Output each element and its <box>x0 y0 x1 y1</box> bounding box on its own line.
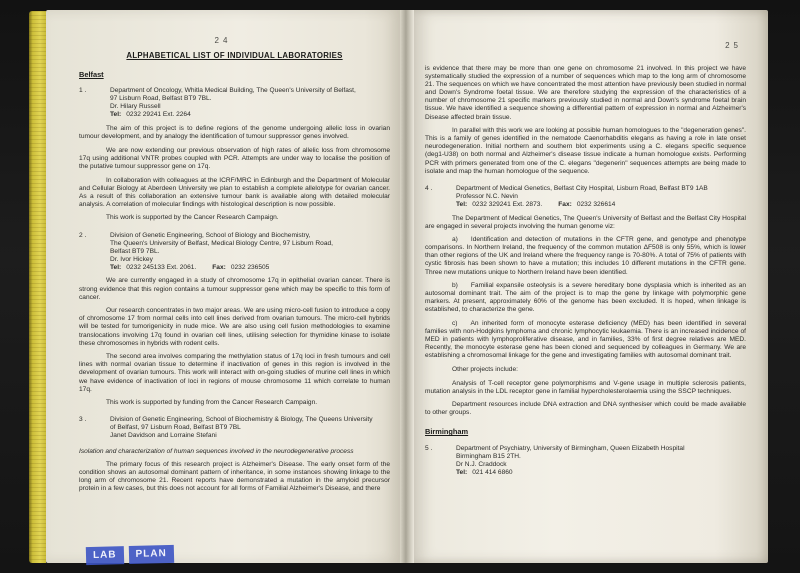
entry-5-header <box>425 445 746 477</box>
entry-3-address <box>110 416 390 440</box>
fax-label: Fax: <box>212 263 226 271</box>
page-left-content <box>79 52 390 494</box>
entry-4-header <box>425 185 746 209</box>
tel-fax-line <box>456 201 746 209</box>
tel-value: 0232 245133 Ext. 2061. <box>126 263 197 271</box>
book-spread <box>46 10 768 563</box>
address-line: Belfast BT9 7BL. <box>110 247 160 255</box>
tel-line <box>456 469 746 477</box>
address-line: of Belfast, 97 Lisburn Road, Belfast BT9 7BL <box>110 424 241 432</box>
page-title: ALPHABETICAL LIST OF INDIVIDUAL LABORATORIES <box>126 51 343 60</box>
entry-1-number: 1 . <box>79 87 87 95</box>
tel-value: 0232 329241 Ext. 2873. <box>472 200 543 208</box>
funding-note: This work is supported by the Cancer Research Campaign. <box>106 214 279 222</box>
address-line: The Queen's University of Belfast, Medical Biology Centre, 97 Lisburn Road, <box>110 239 333 247</box>
fax-value: 0232 326614 <box>576 200 616 208</box>
tel-value: 0232 29241 Ext. 2264 <box>126 111 191 119</box>
stamp-word-plan: PLAN <box>128 545 174 564</box>
tel-label: Tel: <box>456 200 468 208</box>
tel-fax-line <box>110 264 390 272</box>
entry-5-address <box>456 445 746 477</box>
paragraph: We are now extending our previous observation of high rates of allelic loss from chromosome 17q using additional VNTR probes coupled with PCR. Attempts are under way to localise the position of the putative tumour suppressor gene on 17q. <box>79 146 390 170</box>
item-a-label: a) <box>452 236 458 244</box>
paragraph: Analysis of T-cell receptor gene polymorphisms and V-gene usage in multiple sclerosis patients, mutation analysis in the LDL receptor gene in familial hypercholesterolaemia using the SSCP techniques. <box>425 379 746 395</box>
entry-1-header <box>79 87 390 119</box>
tel-label: Tel: <box>110 263 122 271</box>
entry-3-header <box>79 416 390 440</box>
page-left <box>46 10 400 563</box>
section-heading-birmingham: Birmingham <box>425 427 469 437</box>
item-b-text: Familial expansile osteolysis is a severe hereditary bone dysplasia which is inherited as an autosomal dominant trait. The aim of the project is to map the gene by linkage with polymorphic gene markers. At present, approximately 60% of the genome has been excluded. It is hoped, when linkage is established, to characterize the gene. <box>425 282 746 314</box>
page-number-right: 25 <box>725 41 742 50</box>
entry-3-number: 3 . <box>79 416 87 424</box>
address-line: Department of Oncology, Whitla Medical Building, The Queen's University of Belfast, <box>110 87 356 95</box>
address-line: Department of Medical Genetics, Belfast City Hospital, Lisburn Road, Belfast BT9 1AB <box>456 184 708 192</box>
lab-entry-4 <box>425 185 746 418</box>
entry-2-number: 2 . <box>79 231 87 239</box>
page-number-left: 24 <box>214 36 232 45</box>
lab-entry-3 <box>79 416 390 493</box>
project-item-c <box>425 320 746 360</box>
other-projects-lead: Other projects include: <box>452 366 518 373</box>
entry-4-address <box>456 185 746 209</box>
tel-label: Tel: <box>110 111 122 119</box>
paragraph: The Department of Medical Genetics, The Queen's University of Belfast and the Belfast City Hospital are engaged in several projects involving the human genome viz: <box>425 214 746 230</box>
address-line: Professor N.C. Nevin <box>456 192 518 200</box>
lab-entry-5 <box>425 445 746 477</box>
entry-5-number: 5 . <box>425 444 433 452</box>
funding-note: This work is supported by funding from the Cancer Research Campaign. <box>106 399 318 407</box>
paragraph: Department resources include DNA extraction and DNA synthesiser which could be made available to other groups. <box>425 401 746 417</box>
fax-label: Fax: <box>558 200 572 208</box>
address-line: Birmingham B15 2TH. <box>456 452 521 460</box>
address-line: Department of Psychiatry, University of Birmingham, Queen Elizabeth Hospital <box>456 444 685 452</box>
entry-4-number: 4 . <box>425 184 433 192</box>
paragraph: The aim of this project is to define regions of the genome undergoing allelic loss in ovarian tumour development, and by analogy the identification of tumour suppressor genes involved. <box>79 125 390 141</box>
section-heading-belfast: Belfast <box>79 70 104 80</box>
stamp-word-lab: LAB <box>86 546 124 565</box>
address-line: Dr N.J. Craddock <box>456 460 507 468</box>
paragraph: The second area involves comparing the methylation status of 17q loci in fresh tumours and cell lines with normal ovarian tissue to determine if inactivation of genes in this region is involved in the development of ovarian tumours. This work will interact with on-going studies of murine cell lines in which we have evidence of inactivation of loci in regions of mouse chromosome 11 which correlate to human 17q. <box>79 353 390 393</box>
paragraph: We are currently engaged in a study of chromosome 17q in epithelial ovarian cancer. There is strong evidence that this region contains a tumour suppressor gene which may be specific to this form of cancer. <box>79 277 390 301</box>
entry-2-address <box>110 232 390 272</box>
page-right <box>414 10 768 563</box>
entry-2-header <box>79 232 390 272</box>
address-line: 97 Lisburn Road, Belfast BT9 7BL. <box>110 95 212 103</box>
address-line: Dr. Hilary Russell <box>110 103 161 111</box>
item-b-label: b) <box>452 282 458 290</box>
project-subtitle: Isolation and characterization of human sequences involved in the neurodegenerative process <box>79 447 354 455</box>
continuation-paragraph: is evidence that there may be more than one gene on chromosome 21 involved. In this project we have systematically studied the expression of a number of sequences which map to the long arm of chromosome 21. The sequences on which we have concentrated the most attention have previously been studied in normal and Down's Syndrome foetal tissue. We are therefore studying the expression of the characteristics of a number of chromosome 21 specific markers previously studied in normal and Down's syndrome foetal brain tissue. We have identified a sequence showing a differential pattern of expression in normal and Alzheimer's Disease affected brain tissue. <box>425 65 746 121</box>
tel-label: Tel: <box>456 468 468 476</box>
lab-plan-stamp <box>86 545 174 565</box>
address-line: Dr. Ivor Hickey <box>110 255 153 263</box>
address-line: Janet Davidson and Lorraine Stefani <box>110 432 217 440</box>
tel-value: 021 414 6860 <box>472 468 513 476</box>
paragraph: Our research concentrates in two major areas. We are using micro-cell fusion to introduce a copy of chromosome 17 from normal cells into cell lines derived from ovarian tumours. The micro-cell hybrids will be tested for tumorigenicity in nude mice. We are also using cell fusion methodologies to examine translocations involving 17q found in ovarian cell lines, utilising selection for thymidine kinase to isolate these chromosomes in hybrids with rodent cells. <box>79 307 390 347</box>
project-item-b <box>425 282 746 314</box>
book-page-edges <box>29 11 46 563</box>
entry-1-address <box>110 87 390 119</box>
address-line: Division of Genetic Engineering, School of Biochemistry & Biology, The Queens University <box>110 416 373 424</box>
project-item-a <box>425 236 746 276</box>
paragraph: In parallel with this work we are looking at possible human homologues to the "degeneration genes". This is a family of genes identified in the nematode Caenorhabditis elegans as having a role in late onset neurodegeneration. Initial northern and southern blot experiments using a C. elegans specific sequence (deg1-U38) on both normal and Alzheimer's disease tissue indicate a human homologue exists. Performing PCR with primers generated from one of the C. elegans "degenerin" sequences attempts are being made to isolate and map the human homologue of the sequence. <box>425 127 746 175</box>
item-c-label: c) <box>452 320 458 328</box>
lab-entry-1 <box>79 87 390 222</box>
address-line: Division of Genetic Engineering, School of Biology and Biochemistry, <box>110 231 311 239</box>
paragraph: In collaboration with colleagues at the ICRF/MRC in Edinburgh and the Department of Molecular and Cellular Biology at Aberdeen University we plan to establish a complete allelotype for ovarian cancer. As a result of this collaboration an extensive tumour bank is available along with detailed molecular analysis. A correlation of molecular findings with histological description is now possible. <box>79 176 390 208</box>
tel-line <box>110 111 390 119</box>
book-gutter-shadow <box>400 10 414 563</box>
item-c-text: An inherited form of monocyte esterase deficiency (MED) has been identified in several families with non-Hodgkins lymphoma and chronic lymphocytic leukaemia. There is an increased incidence of MED in patients with lymphoproliferative disease, and in families, 33% of first degree relatives are MED. Recently, the monocyte esterase gene has been cloned and sequenced by colleagues in Germany. We are establishing a chromosomal linkage for the gene and investigating families with autosomal dominant trait. <box>425 320 746 360</box>
page-right-content <box>425 65 746 477</box>
paragraph: The primary focus of this research project is Alzheimer's Disease. The early onset form of the condition shows an autosomal dominant pattern of inheritance, in some instances showing linkage to the long arm of chromosome 21. Recent reports have demonstrated a mutation in the amyloid precursor protein in a few cases, but this does not account for all forms of Familial Alzheimer's Disease, and there <box>79 461 390 493</box>
item-a-text: Identification and detection of mutations in the CFTR gene, and genotype and phenotype comparisons. In Northern Ireland, the frequency of the common mutation ΔF508 is only 55%, which is lower than other regions of the UK and Ireland where the frequency range is 70-80%. A total of 75% of patients with cystic fibrosis has been shown to have a mutation; this includes 10 different mutations in the CFTR gene. Three new mutations unique to Northern Ireland have been identified. <box>425 236 746 276</box>
lab-entry-2 <box>79 232 390 408</box>
fax-value: 0232 236505 <box>230 263 270 271</box>
